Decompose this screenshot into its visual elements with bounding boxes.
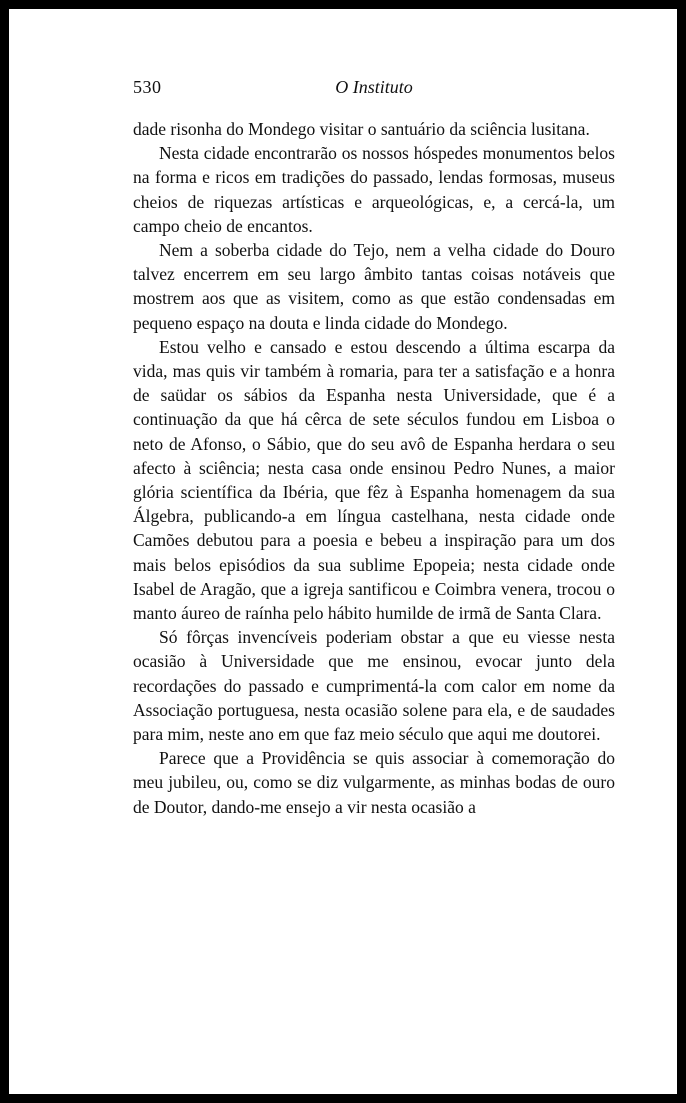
paragraph: Parece que a Providência se quis associar à comemoração do meu jubileu, ou, como se diz vulgarmente, as minhas bodas de ouro de Doutor, dando-me ensejo a vir nesta ocasião a <box>133 748 615 817</box>
page-number: 530 <box>133 77 162 97</box>
paragraph: Nem a soberba cidade do Tejo, nem a velha cidade do Douro talvez encerrem em seu largo âmbito tantas coisas notáveis que mostrem aos que as visitem, como as que estão condensadas em pequeno espaço na douta e linda cidade do Mondego. <box>133 240 615 333</box>
running-title: O Instituto <box>335 77 413 97</box>
paragraph: Só fôrças invencíveis poderiam obstar a que eu viesse nesta ocasião à Universidade que me ensinou, evocar junto dela recordações do passado e cumprimentá-la com calor em nome da Associação portuguesa, nesta ocasião solene para ela, e de saudades para mim, neste ano em que faz meio século que aqui me doutorei. <box>133 627 615 745</box>
paragraph-continued: dade risonha do Mondego visitar o santuário da sciência lusitana. <box>133 119 590 139</box>
body-text <box>133 117 615 819</box>
paragraph: Nesta cidade encontrarão os nossos hóspedes monumentos belos na forma e ricos em tradições do passado, lendas formosas, museus cheios de riquezas artísticas e arqueológicas, e, a cercá-la, um campo cheio de encantos. <box>133 143 615 236</box>
paragraph: Estou velho e cansado e estou descendo a última escarpa da vida, mas quis vir também à romaria, para ter a satisfação e a honra de saüdar os sábios da Espanha nesta Universidade, que é a continuação da que há cêrca de sete séculos fundou em Lisboa o neto de Afonso, o Sábio, que do seu avô de Espanha herdara o seu afecto à sciência; nesta casa onde ensinou Pedro Nunes, a maior glória scientífica da Ibéria, que fêz à Espanha homenagem da sua Álgebra, publicando-a em língua castelhana, nesta cidade onde Camões debutou para a poesia e bebeu a inspiração para um dos mais belos episódios da sua sublime Epopeia; nesta cidade onde Isabel de Aragão, que a igreja santificou e Coimbra venera, trocou o manto áureo de raínha pelo hábito humilde de irmã de Santa Clara. <box>133 336 615 624</box>
book-page <box>9 9 677 1094</box>
page-header <box>133 77 615 105</box>
